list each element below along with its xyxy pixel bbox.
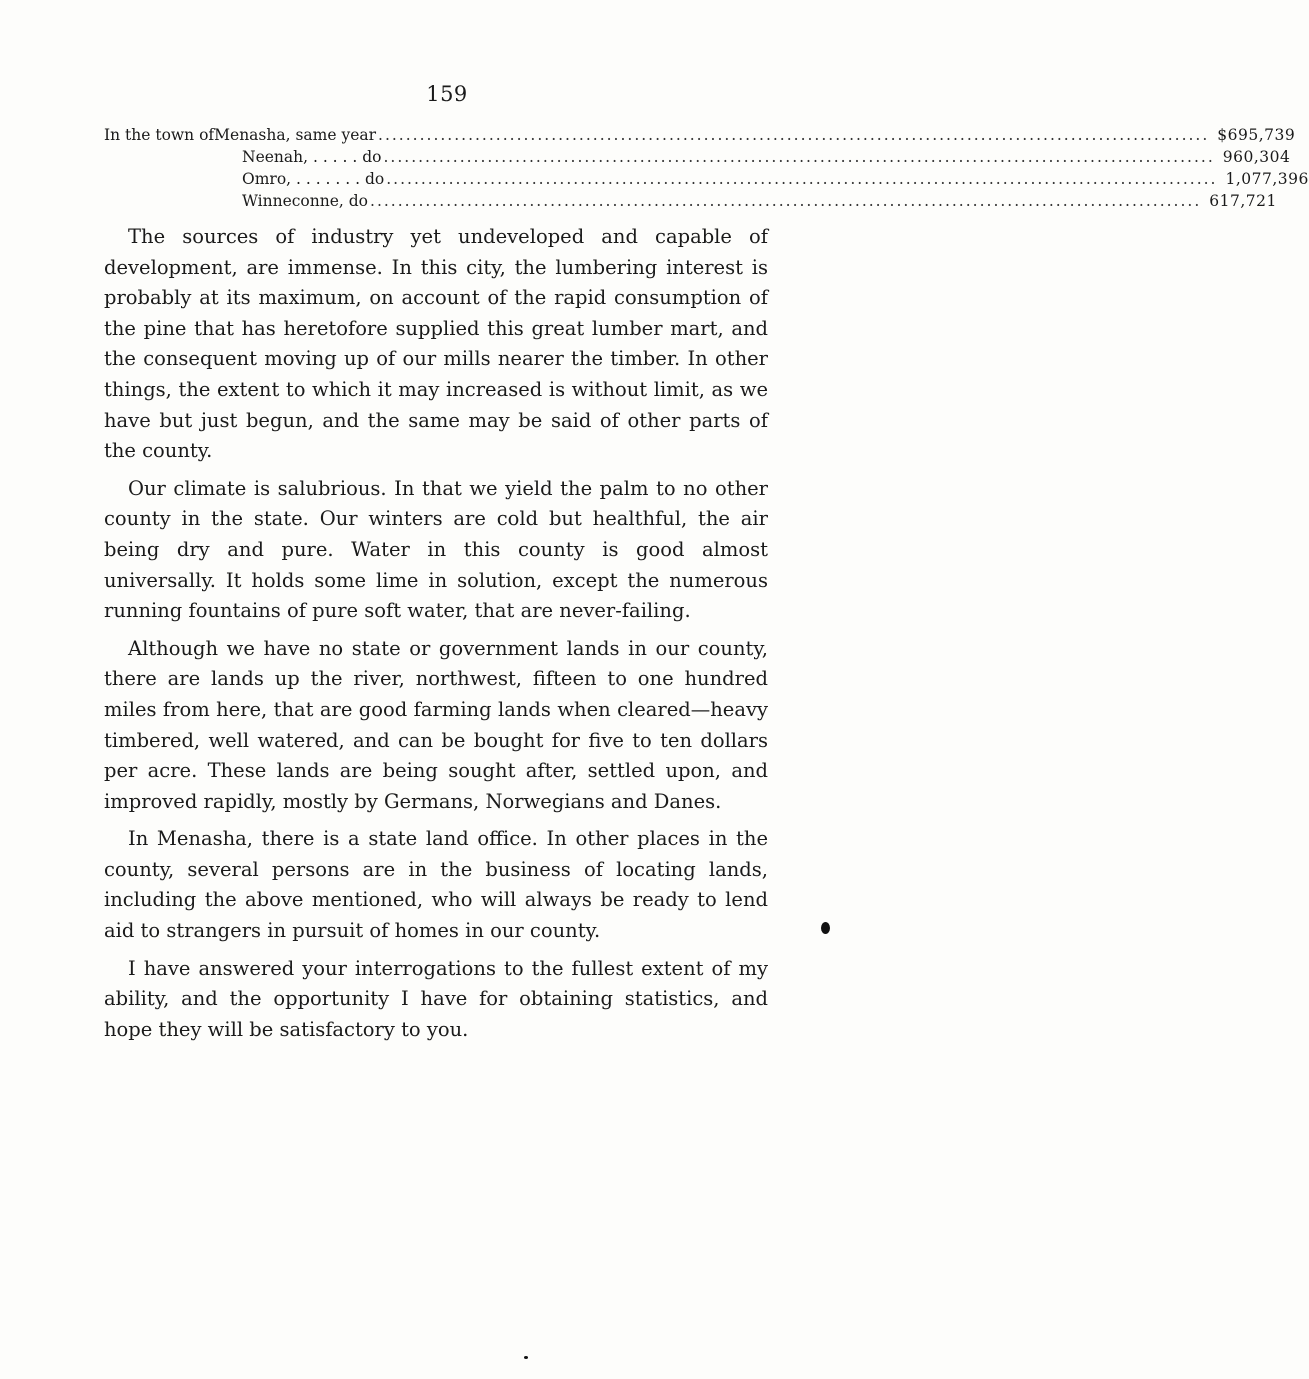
- row-value: 617,721: [1209, 192, 1277, 210]
- paragraph-land-office: In Menasha, there is a state land office. In other places in the county, several persons are in the business of locating lands, including the above mentioned, who will always be ready to lend aid to strangers in pursuit of homes in our county.: [104, 827, 768, 943]
- row-value: 960,304: [1222, 148, 1291, 166]
- dot-leader: ........................................................................................................................: [386, 170, 1218, 188]
- dot-leader: ........................................................................................................................: [383, 148, 1215, 166]
- paragraph-closing: I have answered your interrogations to the fullest extent of my ability, and the opportunity I have for obtaining statistics, and hope they will be satisfactory to you.: [104, 956, 768, 1041]
- table-row: [104, 192, 1277, 214]
- paragraph-climate: Our climate is salubrious. In that we yield the palm to no other county in the state. Our winters are cold but healthful, the air being dry and pure. Water in this county is good almost universally. It holds some lime in solution, except the numerous running fountains of pure soft water, that are never-failing.: [104, 476, 768, 623]
- ink-speck: [821, 922, 830, 934]
- row-prefix: In the town of: [104, 126, 215, 144]
- valuation-table: [104, 126, 1309, 214]
- row-label: Neenah, . . . . . do: [242, 148, 382, 166]
- page-number: 159: [426, 82, 468, 106]
- ink-speck: [524, 1356, 528, 1359]
- row-label: Omro, . . . . . . . do: [242, 170, 385, 188]
- row-value: 1,077,396: [1225, 170, 1309, 188]
- table-row: [104, 170, 1309, 192]
- row-label: Winneconne, do: [242, 192, 369, 210]
- paragraph-lands: Although we have no state or government lands in our county, there are lands up the river, northwest, fifteen to one hundred miles from here, that are good farming lands when cleared—heavy timbered, well watered, and can be bought for five to ten dollars per acre. These lands are being sought after, settled upon, and improved rapidly, mostly by Germans, Norwegians and Danes.: [104, 636, 768, 813]
- table-row: [104, 148, 1291, 170]
- row-label: Menasha, same year: [214, 126, 377, 144]
- body-text: [104, 222, 768, 1052]
- dot-leader: ........................................................................................................................: [370, 192, 1202, 210]
- dot-leader: ........................................................................................................................: [378, 126, 1210, 144]
- paragraph-industry: The sources of industry yet undeveloped and capable of development, are immense. In this city, the lumbering interest is probably at its maximum, on account of the rapid consumption of the pine that has heretofore supplied this great lumber mart, and the consequent moving up of our mills nearer the timber. In other things, the extent to which it may increased is without limit, as we have but just begun, and the same may be said of other parts of the county.: [104, 225, 768, 463]
- table-row: [104, 126, 1296, 148]
- row-value: $695,739: [1217, 126, 1296, 144]
